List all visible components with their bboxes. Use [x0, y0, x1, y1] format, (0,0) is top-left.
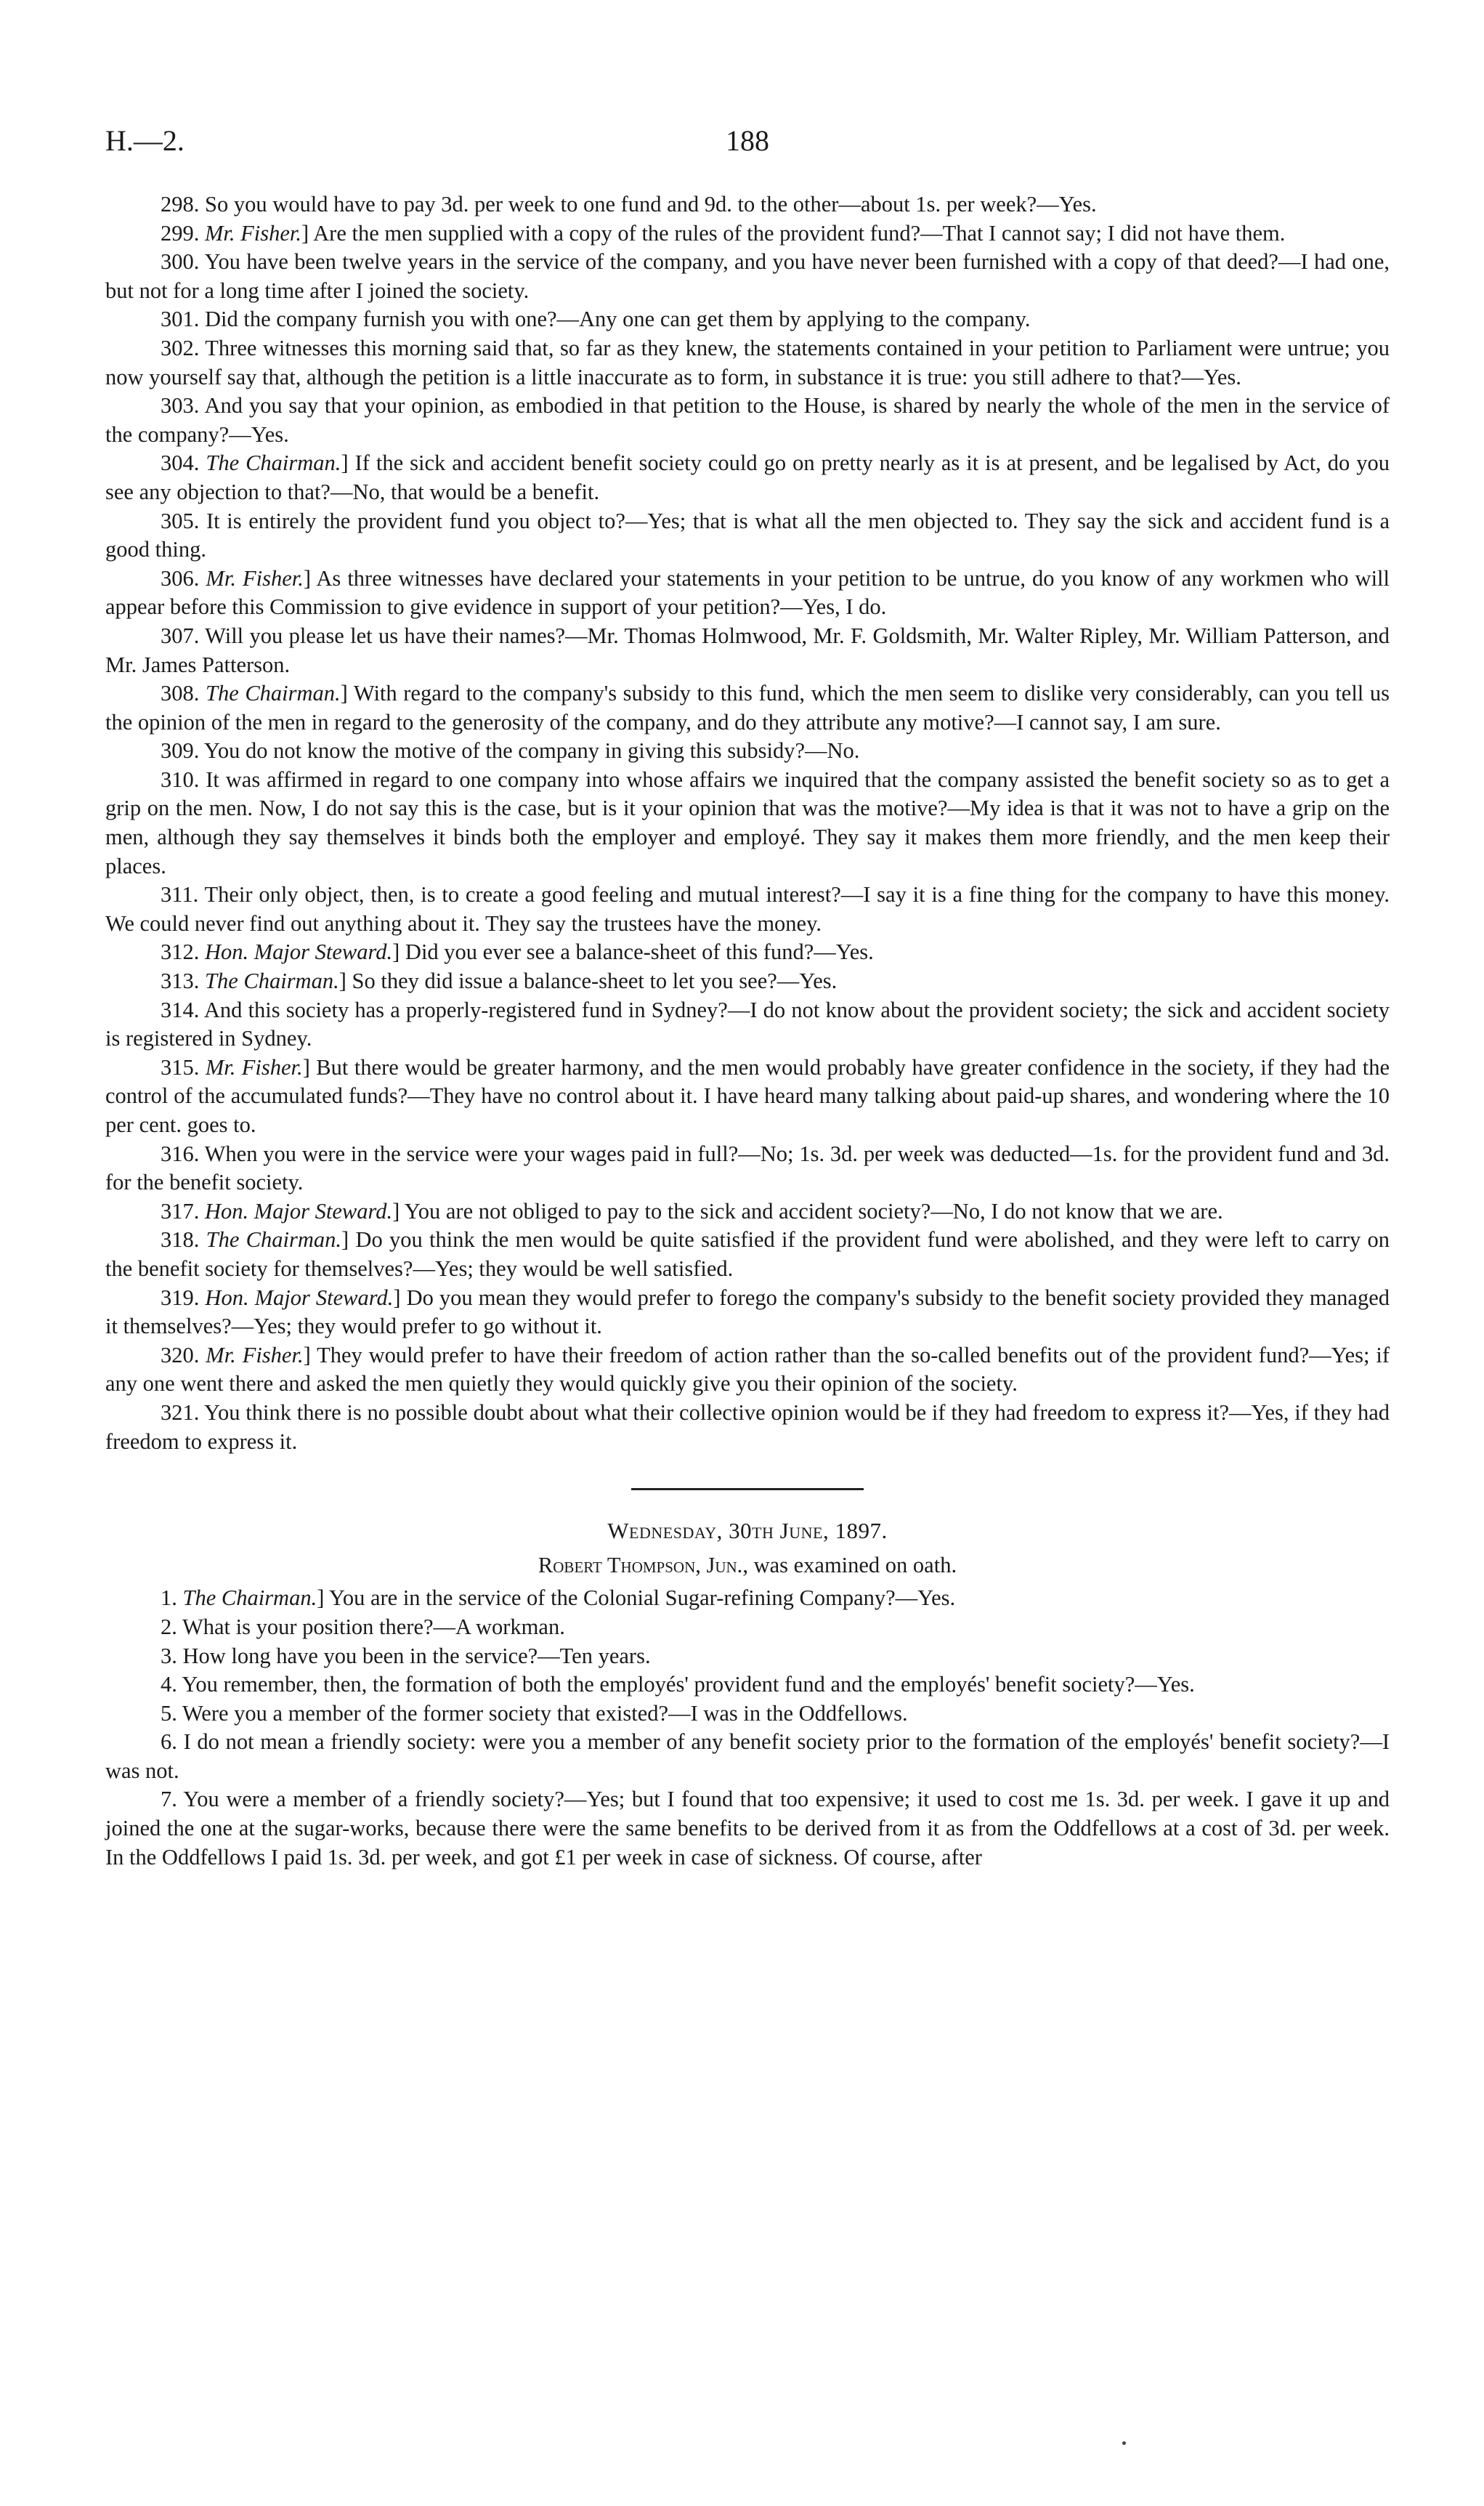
speaker-bracket: ] [301, 220, 309, 246]
page-body [105, 190, 1390, 1872]
speaker-name: The Chairman. [182, 1585, 317, 1611]
speaker-name: The Chairman. [206, 1227, 342, 1253]
speaker-bracket: ] [393, 1285, 401, 1310]
witness-line [105, 1551, 1390, 1580]
speaker-bracket: ] [340, 681, 348, 706]
paragraph-text: 301. Did the company furnish you with one?—Any one can get them by applying to the company. [161, 307, 1031, 332]
speaker-name: The Chairman. [205, 969, 339, 994]
question-paragraph [105, 219, 1390, 248]
paragraph-text: 5. Were you a member of the former society that existed?—I was in the Oddfellows. [161, 1700, 908, 1726]
paragraph-text: 303. And you say that your opinion, as embodied in that petition to the House, is shared by nearly the whole of the men in the service of the company?—Yes. [105, 393, 1390, 447]
speaker-bracket: ] [317, 1585, 325, 1611]
question-paragraph [105, 622, 1390, 679]
paragraph-text: 309. You do not know the motive of the company in giving this subsidy?—No. [161, 738, 860, 764]
question-paragraph [105, 967, 1390, 996]
question-paragraph [105, 766, 1390, 881]
stray-mark [1122, 2441, 1126, 2445]
paragraph-text: 6. I do not mean a friendly society: were you a member of any benefit society prior to the formation of the employés' benefit society?—I was not. [105, 1729, 1390, 1783]
page-header [105, 124, 1390, 167]
question-number: 306. [161, 565, 206, 591]
question-number: 313. [161, 969, 205, 994]
question-paragraph [105, 334, 1390, 392]
document-code: H.—2. [105, 124, 185, 157]
question-paragraph [105, 1140, 1390, 1197]
paragraph-text: 298. So you would have to pay 3d. per week to one fund and 9d. to the other—about 1s. per week?—Yes. [161, 192, 1097, 217]
question-paragraph [105, 679, 1390, 737]
question-paragraph [105, 507, 1390, 565]
paragraph-text: 302. Three witnesses this morning said that, so far as they knew, the statements contained in your petition to Parliament were untrue; you now yourself say that, although the petition is a little inaccurate as to form, in substance it is true: you still adhere to that?—Yes. [105, 335, 1390, 389]
question-paragraph [105, 1226, 1390, 1283]
speaker-bracket: ] [341, 1227, 349, 1253]
question-paragraph [105, 449, 1390, 506]
paragraph-text: With regard to the company's subsidy to this fund, which the men seem to dislike very considerably, can you tell us the opinion of the men in regard to the generosity of the company, and do they attribute any motive?—I cannot say, I am sure. [105, 681, 1390, 735]
paragraph-text: But there would be greater harmony, and the men would probably have greater confidence in the society, if they had the control of the accumulated funds?—They have no control about it. I have heard many talking about paid-up shares, and wondering where the 10 per cent. goes to. [105, 1054, 1390, 1137]
question-paragraph [105, 938, 1390, 967]
question-number: 315. [161, 1054, 206, 1080]
paragraph-text: If the sick and accident benefit society could go on pretty nearly as it is at present, and be legalised by Act, do you see any objection to that?—No, that would be a benefit. [105, 450, 1390, 504]
speaker-name: Hon. Major Steward. [205, 1198, 393, 1224]
witness-name: Robert Thompson, Jun. [538, 1552, 743, 1577]
speaker-name: Mr. Fisher. [206, 1342, 304, 1367]
speaker-name: Mr. Fisher. [206, 565, 304, 591]
paragraph-text: 310. It was affirmed in regard to one company into whose affairs we inquired that the company assisted the benefit society so as to get a grip on the men. Now, I do not say this is the case, but is it your opinion that was the motive?—My idea is that it was not to have a grip on the men, although they say themselves it binds both the employer and employé. They say it makes them more friendly, and the men keep their places. [105, 767, 1390, 878]
question-paragraph [105, 1584, 1390, 1613]
question-number: 318. [161, 1227, 206, 1253]
question-paragraph [105, 248, 1390, 305]
paragraph-text: Did you ever see a balance-sheet of this fund?—Yes. [400, 939, 874, 965]
question-number: 320. [161, 1342, 206, 1367]
paragraph-text: 4. You remember, then, the formation of both the employés' provident fund and the employés' benefit society?—Yes. [161, 1672, 1195, 1697]
paragraph-text: 3. How long have you been in the service?—Ten years. [161, 1643, 651, 1668]
speaker-bracket: ] [338, 969, 346, 994]
speaker-bracket: ] [303, 565, 312, 591]
witness-rest: , was examined on oath. [742, 1552, 957, 1577]
speaker-bracket: ] [392, 1198, 400, 1224]
paragraph-text: Are the men supplied with a copy of the rules of the provident fund?—That I cannot say; I did not have them. [309, 220, 1286, 246]
question-paragraph [105, 737, 1390, 766]
speaker-name: Hon. Major Steward. [205, 1285, 394, 1310]
paragraph-text: 316. When you were in the service were your wages paid in full?—No; 1s. 3d. per week was deducted—1s. for the provident fund and 3d. for the benefit society. [105, 1141, 1390, 1195]
speaker-name: Mr. Fisher. [205, 220, 302, 246]
question-paragraph [105, 1642, 1390, 1671]
question-paragraph [105, 1054, 1390, 1140]
paragraph-text: So they did issue a balance-sheet to let you see?—Yes. [346, 969, 838, 994]
paragraph-text: 2. What is your position there?—A workman. [161, 1614, 565, 1639]
speaker-name: Hon. Major Steward. [205, 939, 393, 965]
question-paragraph [105, 392, 1390, 449]
question-paragraph [105, 1197, 1390, 1226]
paragraph-text: Do you mean they would prefer to forego the company's subsidy to the benefit society provided they managed it themselves?—Yes; they would prefer to go without it. [105, 1285, 1390, 1339]
question-number: 299. [161, 220, 205, 246]
question-paragraph [105, 1399, 1390, 1456]
paragraph-text: You are in the service of the Colonial Sugar-refining Company?—Yes. [324, 1585, 956, 1611]
paragraph-text: 307. Will you please let us have their names?—Mr. Thomas Holmwood, Mr. F. Goldsmith, Mr. Walter Ripley, Mr. William Patterson, and Mr. James Patterson. [105, 623, 1390, 677]
paragraph-text: As three witnesses have declared your statements in your petition to be untrue, do you know of any workmen who will appear before this Commission to give evidence in support of your petition?—Yes, I do. [105, 565, 1390, 620]
question-paragraph [105, 1785, 1390, 1872]
speaker-bracket: ] [303, 1342, 311, 1367]
question-number: 1. [161, 1585, 183, 1611]
question-number: 319. [161, 1285, 206, 1310]
question-paragraph [105, 1670, 1390, 1699]
paragraph-text: 305. It is entirely the provident fund you object to?—Yes; that is what all the men objected to. They say the sick and accident fund is a good thing. [105, 508, 1390, 562]
speaker-bracket: ] [392, 939, 400, 965]
question-paragraph [105, 1699, 1390, 1729]
paragraph-text: You are not obliged to pay to the sick and accident society?—No, I do not know that we are. [400, 1198, 1223, 1224]
section-divider [631, 1488, 864, 1490]
question-number: 304. [161, 450, 206, 476]
question-paragraph [105, 1341, 1390, 1399]
question-paragraph [105, 1613, 1390, 1642]
paragraph-text: 311. Their only object, then, is to create a good feeling and mutual interest?—I say it is a fine thing for the company to have this money. We could never find out anything about it. They say the trustees have the money. [105, 882, 1390, 936]
paragraph-text: 300. You have been twelve years in the service of the company, and you have never been furnished with a copy of that deed?—I had one, but not for a long time after I joined the society. [105, 249, 1390, 303]
question-paragraph [105, 305, 1390, 334]
paragraph-text: 314. And this society has a properly-registered fund in Sydney?—I do not know about the provident society; the sick and accident society is registered in Sydney. [105, 997, 1390, 1051]
evidence-section-previous [105, 190, 1390, 1456]
question-paragraph [105, 1284, 1390, 1341]
date-heading: Wednesday, 30th June, 1897. [607, 1518, 888, 1544]
paragraph-text: 7. You were a member of a friendly society?—Yes; but I found that too expensive; it used to cost me 1s. 3d. per week. I gave it up and joined the one at the sugar-works, because there were the same benefits to be derived from it as from the Oddfellows at a cost of 3d. per week. In the Oddfellows I paid 1s. 3d. per week, and got £1 per week in case of sickness. Of course, after [105, 1787, 1390, 1870]
speaker-name: The Chairman. [206, 450, 341, 476]
question-paragraph [105, 565, 1390, 622]
speaker-bracket: ] [341, 450, 349, 476]
evidence-section-new [105, 1584, 1390, 1872]
question-paragraph [105, 190, 1390, 219]
page-number: 188 [726, 124, 769, 157]
paragraph-text: They would prefer to have their freedom of action rather than the so-called benefits out of the provident fund?—Yes; if any one went there and asked the men quietly they would quickly give you their opinion of the society. [105, 1342, 1390, 1397]
question-number: 312. [161, 939, 205, 965]
speaker-name: Mr. Fisher. [205, 1054, 303, 1080]
speaker-bracket: ] [302, 1054, 310, 1080]
question-number: 308. [161, 681, 206, 706]
question-paragraph [105, 881, 1390, 938]
question-paragraph [105, 996, 1390, 1054]
speaker-name: The Chairman. [205, 681, 341, 706]
question-paragraph [105, 1728, 1390, 1785]
paragraph-text: 321. You think there is no possible doubt about what their collective opinion would be if they had freedom to express it?—Yes, if they had freedom to express it. [105, 1399, 1390, 1454]
paragraph-text: Do you think the men would be quite satisfied if the provident fund were abolished, and they were left to carry on the benefit society for themselves?—Yes; they would be well satisfied. [105, 1227, 1390, 1281]
question-number: 317. [161, 1198, 205, 1224]
